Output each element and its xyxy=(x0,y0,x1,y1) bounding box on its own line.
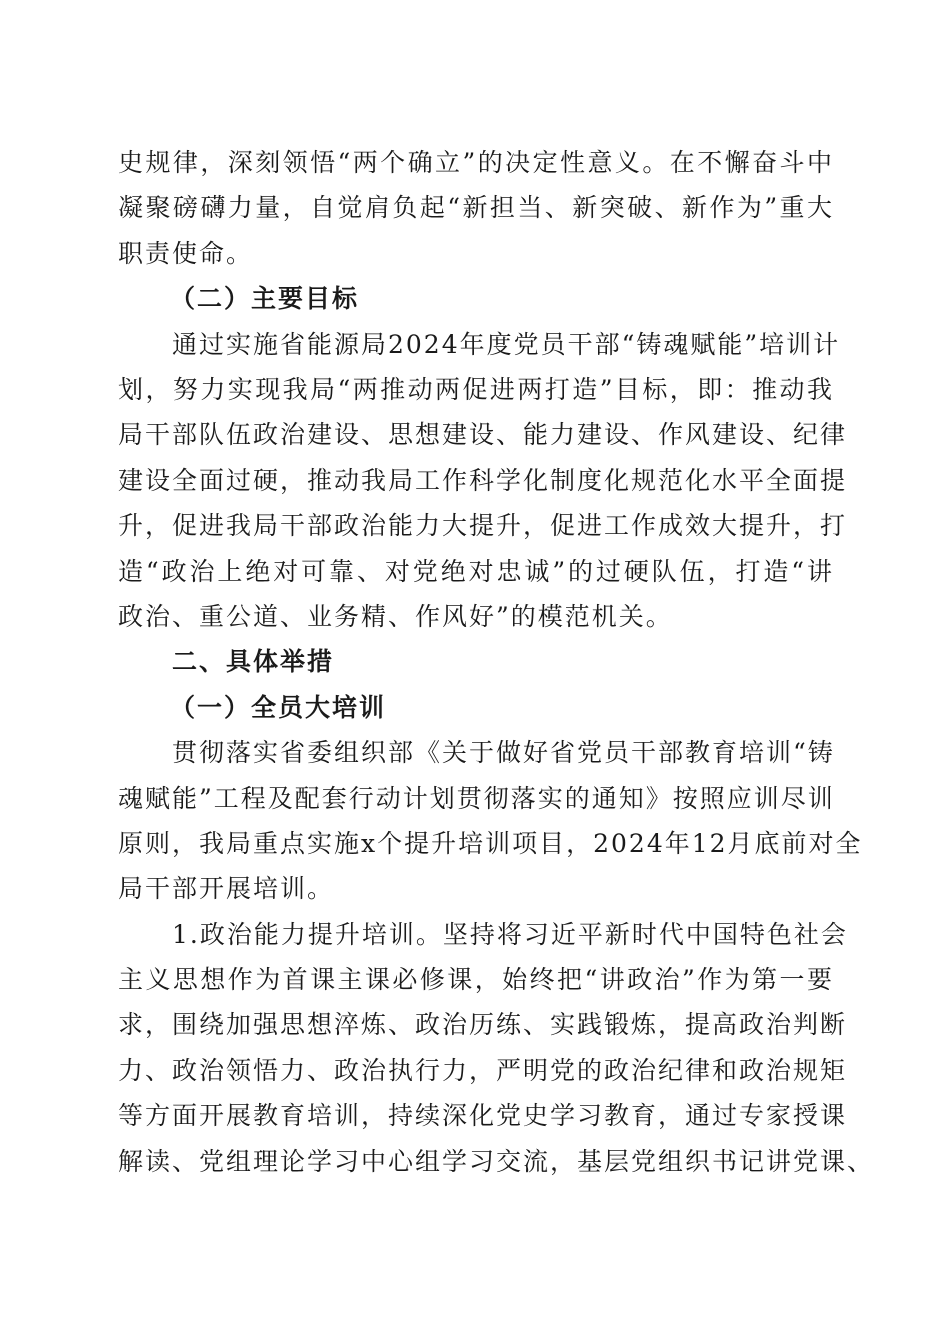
heading-section-two: 二、具体举措 xyxy=(172,647,335,677)
paragraph-main-goal xyxy=(118,322,848,640)
text-line: 魂赋能”工程及配套行动计划贯彻落实的通知》按照应训尽训 xyxy=(118,783,835,813)
text-line: 升，促进我局干部政治能力大提升，促进工作成效大提升，打 xyxy=(118,511,848,541)
text-line: 通过实施省能源局2024年度党员干部“铸魂赋能”培训计 xyxy=(172,329,841,359)
heading-full-training: （一）全员大培训 xyxy=(170,692,387,722)
document-page xyxy=(118,140,875,1184)
text-line: 造“政治上绝对可靠、对党绝对忠诚”的过硬队伍，打造“讲 xyxy=(118,556,834,586)
paragraph-full-training xyxy=(118,730,863,912)
text-line: 建设全面过硬，推动我局工作科学化制度化规范化水平全面提 xyxy=(118,465,848,495)
paragraph-political-training xyxy=(118,912,875,1184)
text-line: 凝聚磅礴力量，自觉肩负起“新担当、新突破、新作为”重大 xyxy=(118,193,834,223)
text-line: 职责使命。 xyxy=(118,238,254,268)
heading-main-goal: （二）主要目标 xyxy=(170,284,360,314)
text-line: 划，努力实现我局“两推动两促进两打造”目标，即：推动我 xyxy=(118,374,834,404)
text-line: 局干部开展培训。 xyxy=(118,874,335,904)
paragraph-continuation xyxy=(118,140,834,276)
text-line: 贯彻落实省委组织部《关于做好省党员干部教育培训“铸 xyxy=(172,738,835,768)
text-line: 主义思想作为首课主课必修课，始终把“讲政治”作为第一要 xyxy=(118,965,834,995)
text-line: 局干部队伍政治建设、思想建设、能力建设、作风建设、纪律 xyxy=(118,420,848,450)
text-line: 原则，我局重点实施x个提升培训项目，2024年12月底前对全 xyxy=(118,828,863,858)
text-line: 史规律，深刻领悟“两个确立”的决定性意义。在不懈奋斗中 xyxy=(118,148,834,177)
text-line: 力、政治领悟力、政治执行力，严明党的政治纪律和政治规矩 xyxy=(118,1055,848,1085)
text-line: 政治、重公道、业务精、作风好”的模范机关。 xyxy=(118,601,673,631)
text-line: 等方面开展教育培训，持续深化党史学习教育，通过专家授课 xyxy=(118,1101,848,1131)
text-line: 解读、党组理论学习中心组学习交流，基层党组织书记讲党课、 xyxy=(118,1146,875,1176)
text-line: 1.政治能力提升培训。坚持将习近平新时代中国特色社会 xyxy=(172,919,848,949)
text-line: 求，围绕加强思想淬炼、政治历练、实践锻炼，提高政治判断 xyxy=(118,1010,848,1040)
